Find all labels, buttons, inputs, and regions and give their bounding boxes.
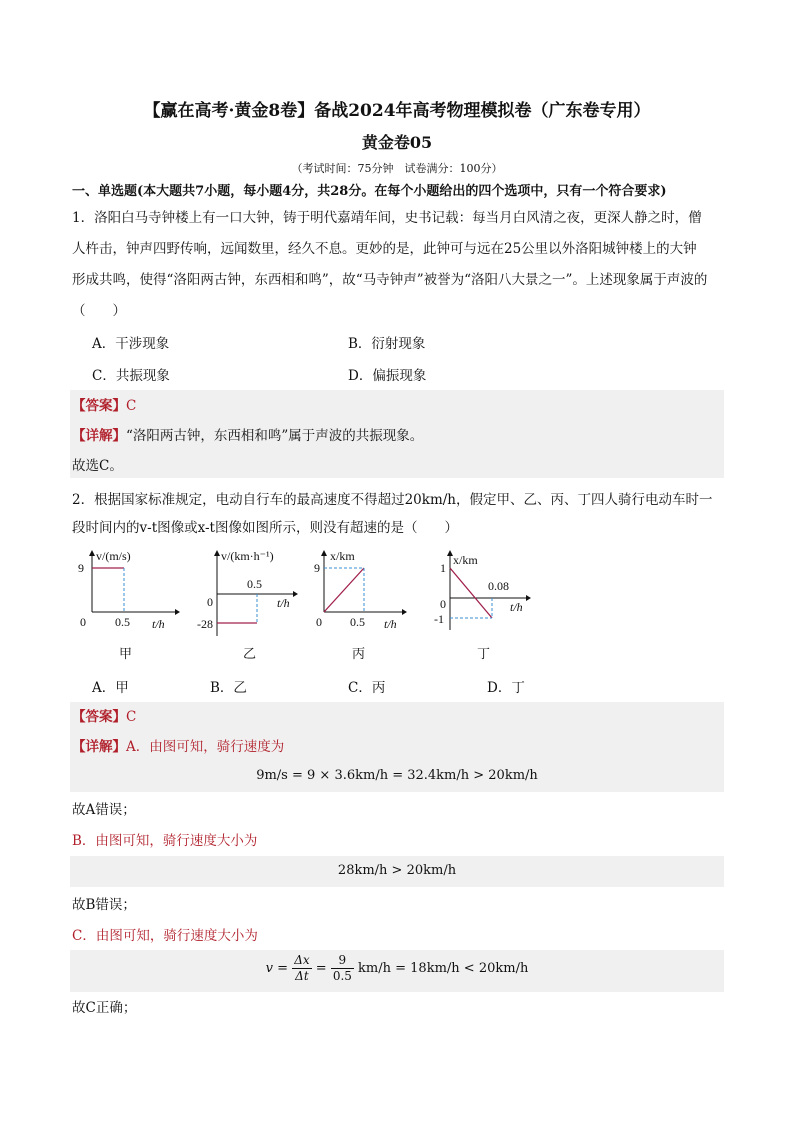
graph-yi-xlabel: t/h xyxy=(277,596,290,610)
graph-jia-caption: 甲 xyxy=(119,647,133,662)
graph-bing-t: 0.5 xyxy=(350,615,365,629)
graph-jia-origin: 0 xyxy=(80,615,86,629)
graph-bing-x-arrow xyxy=(402,609,407,615)
q2-formula-c xyxy=(70,953,724,984)
q2-option-d: D．丁 xyxy=(487,680,525,696)
exam-title: 【赢在高考·黄金8卷】备战2024年高考物理模拟卷（广东卷专用） xyxy=(143,101,651,121)
graph-yi-x-arrow xyxy=(293,591,298,597)
q1-text-line-1: 1．洛阳白马寺钟楼上有一口大钟，铸于明代嘉靖年间，史书记载：每当月白风清之夜，更深人静之时，僧 xyxy=(72,210,702,226)
q2-option-a: A．甲 xyxy=(92,680,129,696)
graph-bing xyxy=(306,550,416,644)
q2-formula-c-frac2 xyxy=(331,953,354,984)
q2-formula-c-lhs: v = xyxy=(265,961,289,976)
q1-option-c: C．共振现象 xyxy=(92,368,170,384)
exam-meta: （考试时间：75分钟 试卷满分：100分） xyxy=(291,162,503,175)
q1-detail xyxy=(72,426,732,446)
q1-answer xyxy=(72,396,732,416)
graph-bing-origin: 0 xyxy=(316,615,322,629)
graph-jia-y-arrow xyxy=(89,550,95,556)
q2-formula-c-num2: 9 xyxy=(331,953,354,969)
graph-ding-val-top: 1 xyxy=(440,561,446,575)
q2-formula-c-rhs: km/h = 18km/h < 20km/h xyxy=(358,961,529,976)
q2-formula-b: 28km/h > 20km/h xyxy=(337,863,457,878)
q2-conclusion-a: 故A错误； xyxy=(72,802,136,818)
graph-jia-xlabel: t/h xyxy=(152,617,165,631)
graph-yi-val: -28 xyxy=(197,617,213,631)
q2-conclusion-b: 故B错误； xyxy=(72,897,136,913)
q2-answer xyxy=(72,707,732,727)
q2-conclusion-c: 故C正确； xyxy=(72,1000,137,1016)
q1-option-d: D．偏振现象 xyxy=(348,368,427,384)
graph-ding xyxy=(430,550,540,644)
graph-jia-ylabel: v/(m/s) xyxy=(96,549,131,563)
graph-bing-y-arrow xyxy=(321,550,327,556)
q1-option-a: A．干涉现象 xyxy=(92,336,170,352)
q2-detail-c: C．由图可知，骑行速度大小为 xyxy=(72,928,258,944)
graph-yi xyxy=(195,550,305,644)
graph-ding-x-arrow xyxy=(526,595,531,601)
q1-detail-text: “洛阳两古钟，东西相和鸣”属于声波的共振现象。 xyxy=(126,428,424,444)
q2-detail xyxy=(72,737,732,757)
graph-yi-t: 0.5 xyxy=(247,577,262,591)
q2-option-b: B．乙 xyxy=(210,680,247,696)
q1-detail-tag: 【详解】 xyxy=(72,428,126,444)
graph-jia-x-arrow xyxy=(175,609,180,615)
q2-answer-value: C xyxy=(126,709,137,725)
graph-bing-val: 9 xyxy=(314,561,320,575)
q2-detail-tag: 【详解】 xyxy=(72,739,126,755)
q1-conclusion: 故选C。 xyxy=(72,458,123,474)
q1-text-line-3: 形成共鸣，使得“洛阳两古钟，东西相和鸣”，故“马寺钟声”被誉为“洛阳八大景之一”。上述现象属于声波的 xyxy=(72,272,708,288)
graph-ding-val-bottom: -1 xyxy=(434,612,444,626)
graph-ding-t: 0.08 xyxy=(488,579,509,593)
q2-formula-c-num1: Δx xyxy=(294,953,310,967)
graph-ding-line xyxy=(450,568,492,618)
graph-ding-ylabel: x/km xyxy=(453,553,478,567)
q2-text-line-2: 段时间内的v-t图像或x-t图像如图所示，则没有超速的是（ ） xyxy=(72,520,458,536)
q1-text-line-4: （ ） xyxy=(72,303,126,319)
q1-text-line-2: 人杵击，钟声四野传响，远闻数里，经久不息。更妙的是，此钟可与远在25公里以外洛阳城钟楼上的大钟 xyxy=(72,241,697,257)
graph-ding-caption: 丁 xyxy=(477,647,491,662)
q2-formula-c-eq: = xyxy=(315,961,327,976)
section-heading: 一、单选题(本大题共7小题，每小题4分，共28分。在每个小题给出的四个选项中，只有一个符合要求) xyxy=(72,184,667,199)
q2-detail-b: B．由图可知，骑行速度大小为 xyxy=(72,833,258,849)
graph-yi-origin: 0 xyxy=(207,595,213,609)
q2-formula-a: 9m/s = 9 × 3.6km/h = 32.4km/h > 20km/h xyxy=(256,768,538,783)
graph-ding-xlabel: t/h xyxy=(510,600,523,614)
graph-bing-caption: 丙 xyxy=(352,647,366,662)
graph-jia-val: 9 xyxy=(78,561,84,575)
q1-option-b: B．衍射现象 xyxy=(348,336,426,352)
graph-yi-caption: 乙 xyxy=(243,647,257,662)
graph-bing-ylabel: x/km xyxy=(330,549,355,563)
graph-jia xyxy=(70,550,180,644)
graph-bing-line xyxy=(324,568,364,612)
q1-answer-value: C xyxy=(126,398,137,414)
graph-yi-ylabel: v/(km·h⁻¹) xyxy=(221,549,274,563)
q1-answer-tag: 【答案】 xyxy=(72,398,126,414)
q2-formula-c-den2: 0.5 xyxy=(332,969,352,983)
q2-answer-tag: 【答案】 xyxy=(72,709,126,725)
graph-yi-y-arrow xyxy=(214,550,220,556)
q2-formula-c-frac1 xyxy=(292,953,311,984)
exam-subtitle: 黄金卷05 xyxy=(361,133,433,152)
q2-text-line-1: 2．根据国家标准规定，电动自行车的最高速度不得超过20km/h，假定甲、乙、丙、丁四人骑行电动车时一 xyxy=(72,492,713,508)
q2-detail-a: A．由图可知，骑行速度为 xyxy=(126,739,285,755)
graph-ding-origin: 0 xyxy=(440,597,446,611)
q2-formula-c-den1: Δt xyxy=(295,969,309,983)
q2-option-c: C．丙 xyxy=(348,680,386,696)
graph-jia-t: 0.5 xyxy=(115,615,130,629)
graph-bing-xlabel: t/h xyxy=(384,617,397,631)
